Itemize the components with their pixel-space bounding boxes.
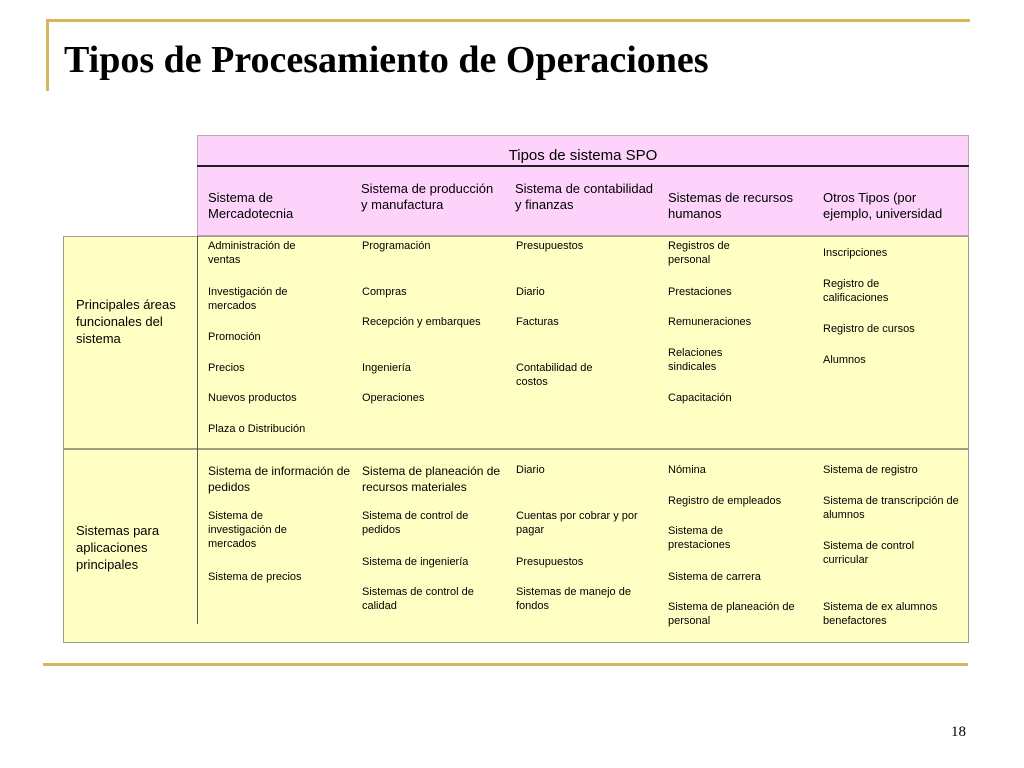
area-item: Presupuestos xyxy=(516,240,584,252)
area-item: Ingeniería xyxy=(362,362,411,374)
app-item: Diario xyxy=(516,464,545,476)
column-header-hr: Sistemas de recursos humanos xyxy=(668,190,793,221)
area-item: Programación xyxy=(362,240,431,252)
app-item: Sistema de precios xyxy=(208,571,302,583)
area-item: Contabilidad de costos xyxy=(516,362,593,388)
app-item: Sistema de ex alumnos benefactores xyxy=(823,601,938,627)
area-item: Facturas xyxy=(516,316,559,328)
functional-areas-row xyxy=(63,236,969,449)
area-item: Investigación de mercados xyxy=(208,286,288,312)
page-number: 18 xyxy=(951,724,966,740)
row-label-applications: Sistemas para aplicaciones principales xyxy=(76,523,160,572)
area-item: Precios xyxy=(208,362,245,374)
area-item: Nuevos productos xyxy=(208,392,297,404)
app-item: Sistema de prestaciones xyxy=(668,525,731,551)
area-item: Relaciones sindicales xyxy=(668,347,723,373)
slide-title: Tipos de Procesamiento de Operaciones xyxy=(64,39,709,81)
row-label-divider xyxy=(197,236,198,624)
app-item: Sistema de planeación de recursos materiales xyxy=(362,464,501,494)
area-item: Operaciones xyxy=(362,392,425,404)
app-item: Sistemas de manejo de fondos xyxy=(516,586,631,612)
area-item: Recepción y embarques xyxy=(362,316,481,328)
area-item: Compras xyxy=(362,286,407,298)
area-item: Remuneraciones xyxy=(668,316,752,328)
app-item: Sistema de planeación de personal xyxy=(668,601,795,627)
spo-types-title: Tipos de sistema SPO xyxy=(508,147,658,164)
left-accent-line xyxy=(46,19,49,91)
row-label-functional-areas: Principales áreas funcionales del sistema xyxy=(76,297,176,346)
area-item: Registro de calificaciones xyxy=(823,278,889,304)
app-item: Sistema de control de pedidos xyxy=(362,510,469,536)
column-header-accounting: Sistema de contabilidad y finanzas xyxy=(515,181,654,212)
area-item: Plaza o Distribución xyxy=(208,423,306,435)
column-header-marketing: Sistema de Mercadotecnia xyxy=(208,190,294,221)
app-item: Sistema de transcripción de alumnos xyxy=(823,495,959,521)
app-item: Sistema de información de pedidos xyxy=(208,464,351,494)
app-item: Sistema de registro xyxy=(823,464,918,476)
area-item: Registros de personal xyxy=(668,240,730,266)
app-item: Presupuestos xyxy=(516,556,584,568)
area-item: Registro de cursos xyxy=(823,323,915,335)
area-item: Capacitación xyxy=(668,392,732,404)
column-header-production: Sistema de producción y manufactura xyxy=(361,181,494,212)
app-item: Sistema de carrera xyxy=(668,571,761,583)
app-item: Sistema de control curricular xyxy=(823,540,915,566)
area-item: Promoción xyxy=(208,331,261,343)
area-item: Prestaciones xyxy=(668,286,732,298)
area-item: Alumnos xyxy=(823,354,866,366)
area-item: Diario xyxy=(516,286,545,298)
column-header-other: Otros Tipos (por ejemplo, universidad xyxy=(823,190,943,221)
app-item: Sistema de ingeniería xyxy=(362,556,469,568)
header-divider xyxy=(197,165,969,167)
app-item: Cuentas por cobrar y por pagar xyxy=(516,510,638,536)
app-item: Nómina xyxy=(668,464,706,476)
app-item: Registro de empleados xyxy=(668,495,782,507)
bottom-accent-line xyxy=(43,663,968,666)
app-item: Sistemas de control de calidad xyxy=(362,586,474,612)
top-accent-line xyxy=(48,19,970,22)
app-item: Sistema de investigación de mercados xyxy=(208,510,287,550)
area-item: Inscripciones xyxy=(823,247,888,259)
area-item: Administración de ventas xyxy=(208,240,296,266)
